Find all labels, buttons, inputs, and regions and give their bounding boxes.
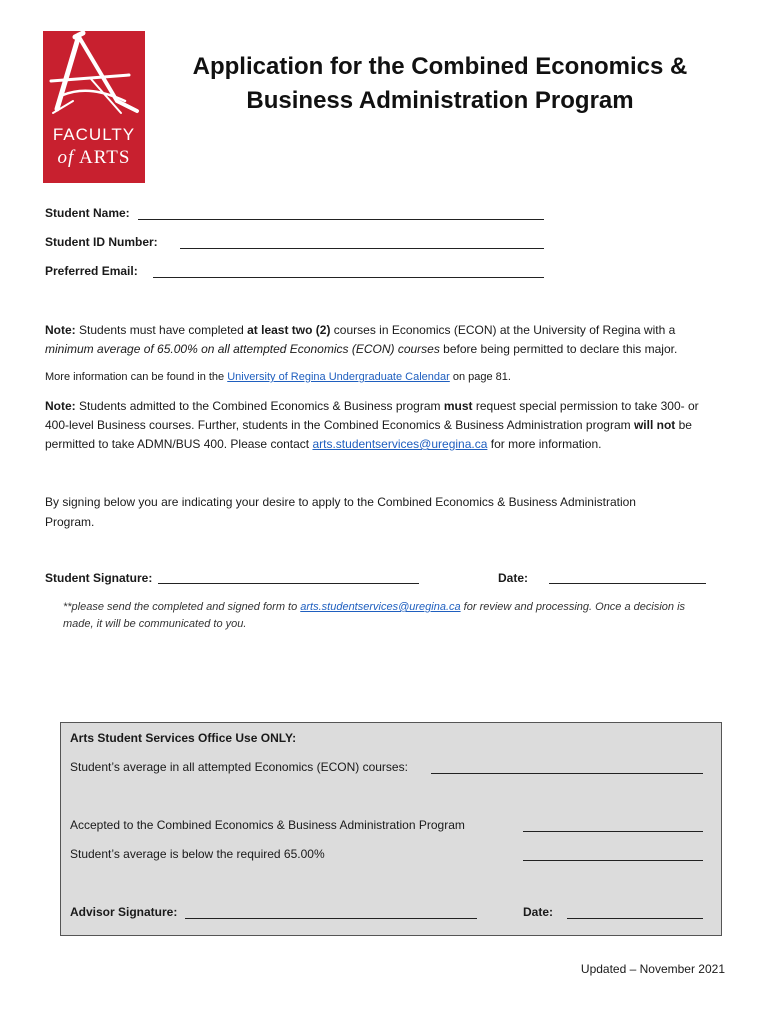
note-econ-requirement: Note: Students must have completed at least two (2) courses in Economics (ECON) at the University of Regina with a minimum average of 65.00% on all attempted Economics (ECON) courses before being permitted to declare this major. [45,323,678,356]
note-business-courses: Note: Students admitted to the Combined Economics & Business program must request special permission to take 300- or 400-level Business courses. Further, students in the Combined Economics & Business Administration program will not be permitted to take ADMN/BUS 400. Please contact arts.studentservices@uregina.ca for more information. [45,399,699,451]
faculty-of-arts-logo [43,31,145,183]
signature-date-label: Date: [498,571,529,585]
student-name-label: Student Name: [45,206,130,220]
submission-instructions: **please send the completed and signed form to arts.studentservices@uregina.ca for review and processing. Once a decision is made, it will be communicated to you. [63,601,686,630]
page-title [170,50,710,118]
preferred-email-label: Preferred Email: [45,264,138,278]
advisor-signature-field[interactable] [185,918,477,919]
office-use-heading: Arts Student Services Office Use ONLY: [70,731,297,745]
logo-text-faculty: FACULTY [52,125,136,144]
student-id-label: Student ID Number: [45,235,158,249]
more-info-text: More information can be found in the University of Regina Undergraduate Calendar on page 81. [45,371,511,383]
student-services-email-link[interactable]: arts.studentservices@uregina.ca [312,437,488,451]
office-average-label: Student’s average in all attempted Economics (ECON) courses: [70,760,408,774]
office-date-label: Date: [523,905,554,919]
signature-date-field[interactable] [549,583,706,584]
title-line-2: Business Administration Program [246,87,634,114]
office-below-label: Student’s average is below the required 65.00% [70,847,325,861]
advisor-signature-label: Advisor Signature: [70,905,178,919]
instructions-email-link[interactable]: arts.studentservices@uregina.ca [300,601,461,613]
student-signature-field[interactable] [158,583,419,584]
office-below-field[interactable] [523,860,703,861]
office-accepted-field[interactable] [523,831,703,832]
office-average-field[interactable] [431,773,703,774]
logo-mark-icon [43,31,145,125]
signing-statement: By signing below you are indicating your desire to apply to the Combined Economics & Business Administration Program. [45,495,636,529]
student-signature-label: Student Signature: [45,571,153,585]
preferred-email-field[interactable] [153,277,544,278]
student-name-field[interactable] [138,219,544,220]
title-line-1: Application for the Combined Economics & [192,53,688,80]
student-id-field[interactable] [180,248,544,249]
office-accepted-label: Accepted to the Combined Economics & Business Administration Program [70,818,465,832]
updated-footer: Updated – November 2021 [580,962,725,976]
logo-text-of-arts: of ARTS [57,147,131,168]
calendar-link[interactable]: University of Regina Undergraduate Calendar [227,371,450,383]
office-date-field[interactable] [567,918,703,919]
